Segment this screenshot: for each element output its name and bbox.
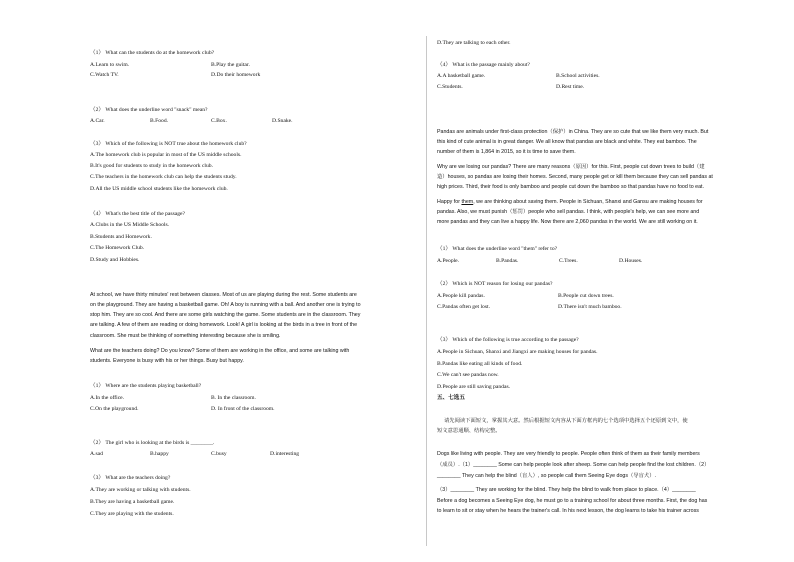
option-d: D. In front of the classroom. xyxy=(211,406,275,412)
option-c: C.On the playground. xyxy=(90,406,139,412)
option-d: D.All the US middle school students like the homework club. xyxy=(90,186,228,192)
passage-line: more pandas and they can live a happy life. Now there are 2,060 pandas in the world. We are still working on it. xyxy=(437,219,698,225)
option-a: A.People. xyxy=(437,258,460,264)
question-stem: （3） What are the teachers doing? xyxy=(90,475,171,481)
option-b: B.School activities. xyxy=(556,73,600,79)
option-d: D.Do their homework xyxy=(211,72,261,78)
option-b: B.People cut down trees. xyxy=(558,293,614,299)
passage-line: （成员）.（1）________ Some can help people look after sheep. Some can help people find the lost children.（2） xyxy=(437,462,710,468)
option-c: C.Students. xyxy=(437,84,463,90)
question-stem: （1） Where are the students playing basketball? xyxy=(90,383,202,389)
passage-line: high prices. Third, their food is only bamboo and people cut down the bamboo so that pandas have no food to eat. xyxy=(437,184,704,190)
instructions-line: 请先阅读下面短文，掌握其大意。然后根据短文内容从下面方框内的七个选项中选择五个还原到文中，使 xyxy=(444,418,688,424)
passage-line: are talking. A few of them are reading or doing homework. Look! A girl is looking at the birds in a tree in front of the xyxy=(90,322,358,328)
column-divider xyxy=(426,36,427,546)
question-stem: （3） Which of the following is NOT true about the homework club? xyxy=(90,141,247,147)
passage-line: At school, we have thirty minutes' rest between classes. Most of us are playing during the rest. Some students are xyxy=(90,292,357,298)
question-stem: （2） What does the underline word "snack" mean? xyxy=(90,107,208,113)
passage-line: stop him. They are so cool. And there are some girls watching the game. Some students are in the classroom. They xyxy=(90,312,361,318)
passage-line: Before a dog becomes a Seeing Eye dog, he must go to a training school for about three months. First, the dog has xyxy=(437,498,708,504)
option-a: A.A basketball game. xyxy=(437,73,486,79)
section-heading: 五、七选五 xyxy=(437,395,465,401)
question-stem: （1） What does the underline word "them" refer to? xyxy=(437,246,558,252)
option-a: A.They are working or talking with students. xyxy=(90,487,191,493)
passage-line: （3）________ They are working for the blind. They help the blind to walk from place to place.（4）________ xyxy=(437,487,696,493)
passage-line: 造）houses, so pandas are losing their homes. Second, many people get or kill them because they can sell pandas at xyxy=(437,174,713,180)
passage-text: Happy for xyxy=(437,199,462,205)
option-c: C.We can't see pandas now. xyxy=(437,372,499,378)
passage-line: students. Everyone is busy with his or her things. Busy but happy. xyxy=(90,358,244,364)
option-c: C.busy xyxy=(211,451,227,457)
passage-line xyxy=(437,199,703,206)
option-a: A.In the office. xyxy=(90,395,125,401)
option-a: A.Learn to swim. xyxy=(90,62,130,68)
question-stem: （1） What can the students do at the homework club? xyxy=(90,50,215,56)
question-stem: （4） What's the best title of the passage? xyxy=(90,211,185,217)
option-b: B.It's good for students to study in the homework club. xyxy=(90,163,213,169)
underlined-word: them xyxy=(461,199,474,205)
passage-line: What are the teachers doing? Do you know? Some of them are working in the office, and some are talking with xyxy=(90,348,350,354)
passage-line: Why are we losing our pandas? There are many reasons（原因）for this. First, people cut down trees to build（建 xyxy=(437,164,705,170)
option-a: A.People kill pandas. xyxy=(437,293,485,299)
passage-line: on the playground. They are having a basketball game. Oh! A boy is running with a ball. And another one is trying to xyxy=(90,302,361,308)
option-b: B.Food. xyxy=(150,118,169,124)
option-c: C.The teachers in the homework club can help the students study. xyxy=(90,174,237,180)
question-stem: （2） Which is NOT reason for losing our pandas? xyxy=(437,281,553,287)
option-d: D.Houses. xyxy=(619,258,643,264)
option-c: C.Box. xyxy=(211,118,227,124)
option-b: B.Pandas. xyxy=(496,258,519,264)
option-c: C.Pandas often get lost. xyxy=(437,304,490,310)
option-c: C.Watch TV. xyxy=(90,72,119,78)
option-b: B.They are having a basketball game. xyxy=(90,499,175,505)
passage-line: to learn to sit or stay when he hears the trainer's call. In his next lesson, the dog learns to take his trainer across xyxy=(437,508,699,514)
option-b: B.happy xyxy=(150,451,169,457)
option-d: D.Study and Hobbies. xyxy=(90,257,140,263)
option-b: B.Pandas like eating all kinds of food. xyxy=(437,361,523,367)
option-a: A.People in Sichuan, Shanxi and Jiangxi are making houses for pandas. xyxy=(437,349,598,355)
passage-line: ________ They can help the blind（盲人）, so people call them Seeing Eye dogs（导盲犬）. xyxy=(437,473,656,479)
passage-line: Pandas are animals under first-class protection（保护）in China. They are so cute that we like them very much. But xyxy=(437,129,709,135)
option-c: C.The Homework Club. xyxy=(90,245,145,251)
option-d: D.Rest time. xyxy=(556,84,585,90)
option-a: A.Clubs in the US Middle Schools. xyxy=(90,222,170,228)
option-b: B.Students and Homework. xyxy=(90,234,152,240)
option-a: A.Car. xyxy=(90,118,105,124)
passage-line: pandas. Also, we must punish（惩罚）people who sell pandas. I think, with people's help, we can see more and xyxy=(437,209,700,215)
option-d: D.People are still saving pandas. xyxy=(437,384,511,390)
question-stem: （3） Which of the following is true according to the passage? xyxy=(437,337,579,343)
passage-line: Dogs like living with people. They are very friendly to people. People often think of them as their family members xyxy=(437,451,700,457)
question-stem: （4） What is the passage mainly about? xyxy=(437,62,530,68)
option-a: A.sad xyxy=(90,451,103,457)
option-d: D.There isn't much bamboo. xyxy=(558,304,622,310)
option-d: D.They are talking to each other. xyxy=(437,40,511,46)
option-d: D.Snake. xyxy=(272,118,293,124)
option-c: C.Trees. xyxy=(559,258,578,264)
option-a: A.The homework club is popular in most of the US middle schools. xyxy=(90,152,242,158)
option-b: B. In the classroom. xyxy=(211,395,256,401)
question-stem: （2） The girl who is looking at the birds is ________. xyxy=(90,440,215,446)
passage-line: number of them is 1,864 in 2015, so it is time to save them. xyxy=(437,149,576,155)
instructions-line: 短文意思通顺、结构完整。 xyxy=(437,428,501,434)
passage-text: , we are thinking about saving them. People in Sichuan, Shanxi and Gansu are making houses for xyxy=(473,199,703,205)
option-d: D.interesting xyxy=(270,451,300,457)
passage-line: classroom. She must be thinking of something interesting because she is smiling. xyxy=(90,333,281,339)
option-c: C.They are playing with the students. xyxy=(90,511,174,517)
option-b: B.Play the guitar. xyxy=(211,62,250,68)
passage-line: this kind of cute animal is in great danger. We all know that pandas are black and white. They eat bamboo. The xyxy=(437,139,697,145)
